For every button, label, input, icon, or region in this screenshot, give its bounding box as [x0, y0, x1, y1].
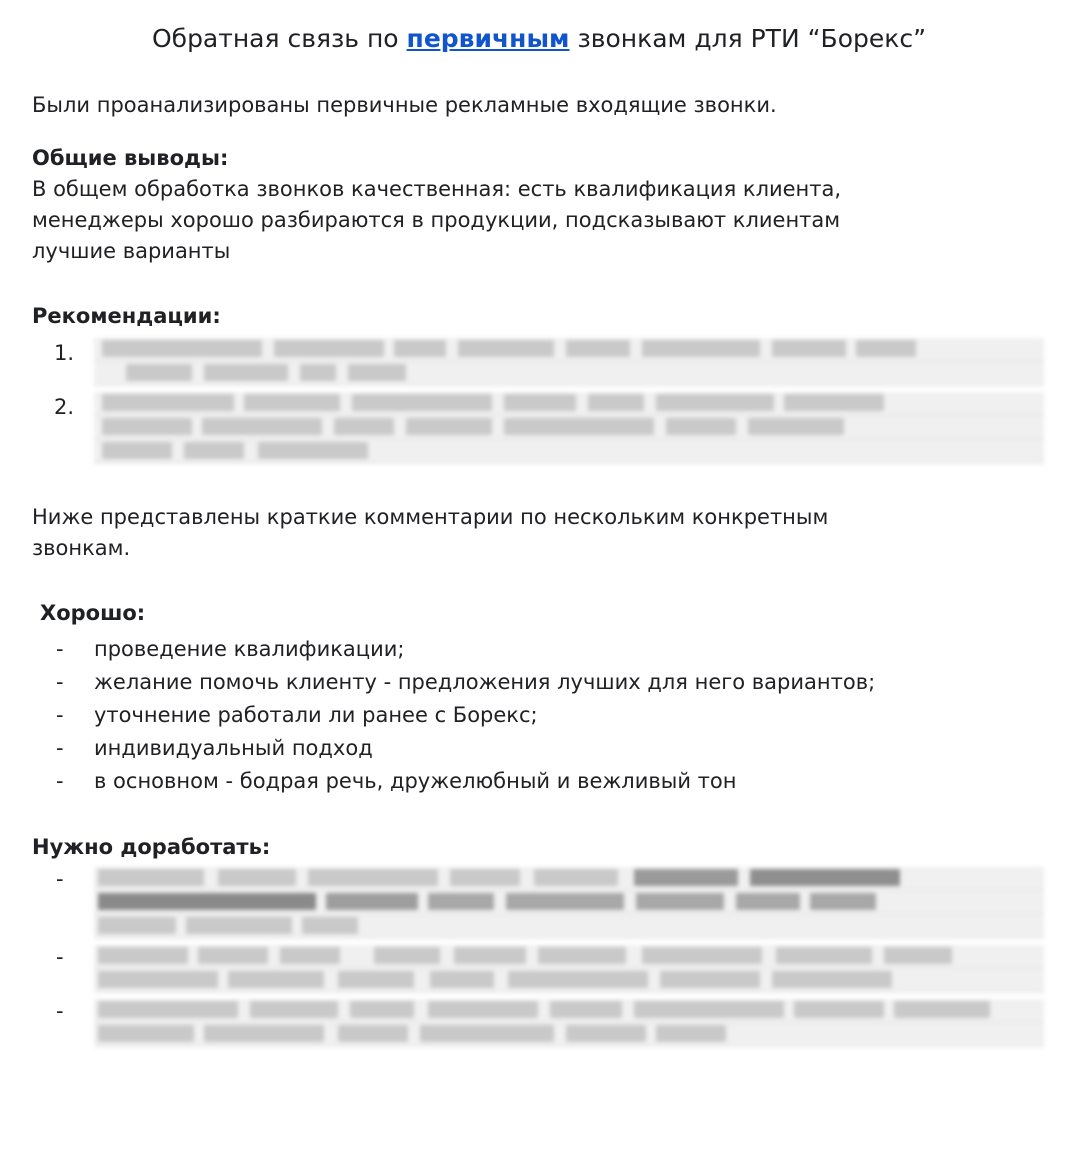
spacer	[32, 56, 1044, 90]
redacted-line	[94, 416, 1044, 438]
list-item-label: уточнение работали ли ранее с Борекс;	[94, 703, 538, 727]
redacted-text-block	[94, 338, 1044, 386]
redacted-text-block	[94, 999, 1044, 1047]
bridge-line-2: звонкам.	[32, 536, 131, 560]
redacted-text-block	[94, 867, 1044, 939]
recommendations-list	[32, 338, 1044, 464]
general-line-3: лучшие варианты	[32, 239, 231, 263]
redacted-line	[94, 1023, 1044, 1045]
heading-needs-improvement: Нужно доработать:	[32, 835, 271, 859]
redacted-lines	[94, 338, 1044, 386]
list-item	[56, 732, 1044, 765]
redacted-line	[94, 969, 1044, 991]
redacted-lines	[94, 999, 1044, 1047]
spacer	[32, 798, 1044, 832]
spacer	[32, 121, 1044, 143]
bridge-line-1: Ниже представлены краткие комментарии по нескольким конкретным	[32, 505, 829, 529]
list-item	[56, 999, 1044, 1047]
redacted-lines	[94, 392, 1044, 464]
list-item-label: желание помочь клиенту - предложения лучших для него вариантов;	[94, 670, 876, 694]
general-line-2: менеджеры хорошо разбираются в продукции, подсказывают клиентам	[32, 208, 841, 232]
list-item-label: проведение квалификации;	[94, 637, 405, 661]
general-line-1: В общем обработка звонков качественная: есть квалификация клиента,	[32, 177, 842, 201]
list-marker: -	[56, 945, 64, 969]
list-marker: 2.	[54, 395, 75, 419]
list-marker: -	[56, 769, 64, 793]
list-marker: -	[56, 670, 64, 694]
redacted-line	[94, 867, 1044, 889]
list-item-label: индивидуальный подход	[94, 736, 373, 760]
intro-paragraph: Были проанализированы первичные рекламные входящие звонки.	[32, 93, 777, 117]
redacted-line	[94, 392, 1044, 414]
good-list	[32, 633, 1044, 798]
list-item	[56, 633, 1044, 666]
list-marker: 1.	[54, 341, 75, 365]
title-link-pervichnym[interactable]: первичным	[406, 24, 570, 53]
title-suffix: звонкам для РТИ “Борекс”	[569, 24, 927, 53]
list-item	[56, 666, 1044, 699]
spacer	[32, 468, 1044, 502]
redacted-line	[94, 440, 1044, 462]
redacted-line	[94, 338, 1044, 360]
list-marker: -	[56, 637, 64, 661]
document-body	[32, 56, 1044, 1067]
redacted-text-block	[94, 945, 1044, 993]
list-marker: -	[56, 867, 64, 891]
redacted-line	[94, 915, 1044, 937]
redacted-line	[94, 999, 1044, 1021]
list-item-label: в основном - бодрая речь, дружелюбный и вежливый тон	[94, 769, 737, 793]
list-marker: -	[56, 703, 64, 727]
list-item	[56, 765, 1044, 798]
title-prefix: Обратная связь по	[151, 24, 407, 53]
document-page	[0, 14, 1078, 1156]
list-item	[54, 392, 1044, 464]
spacer	[32, 267, 1044, 301]
redacted-text-block	[94, 392, 1044, 464]
list-marker: -	[56, 999, 64, 1023]
redacted-line	[94, 891, 1044, 913]
heading-general-conclusions: Общие выводы:	[32, 146, 229, 170]
list-marker: -	[56, 736, 64, 760]
heading-good: Хорошо:	[40, 601, 146, 625]
page-title	[60, 14, 1018, 56]
spacer	[32, 1047, 1044, 1067]
redacted-lines	[94, 945, 1044, 993]
list-item	[56, 699, 1044, 732]
list-item	[56, 867, 1044, 939]
list-item	[56, 945, 1044, 993]
spacer	[32, 564, 1044, 598]
heading-recommendations: Рекомендации:	[32, 304, 221, 328]
list-item	[54, 338, 1044, 386]
redacted-lines	[94, 867, 1044, 939]
improve-list	[32, 867, 1044, 1047]
redacted-line	[94, 362, 1044, 384]
redacted-line	[94, 945, 1044, 967]
